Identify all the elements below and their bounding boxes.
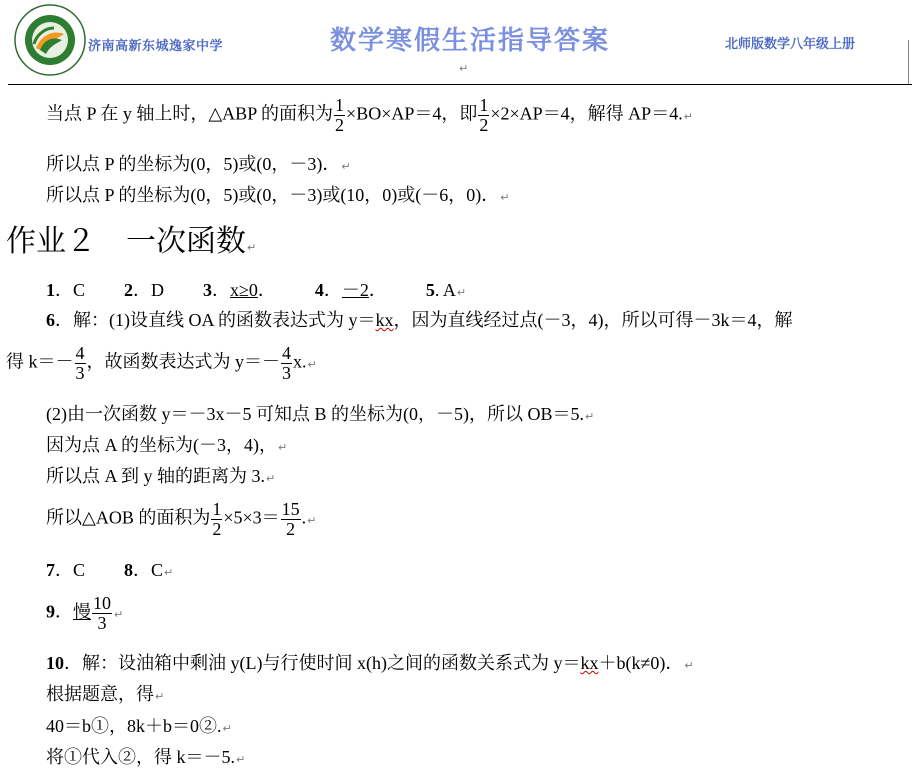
paragraph-mark: ↵	[114, 607, 124, 621]
answer-number: 8	[124, 560, 134, 580]
text-run: ．解：设油箱中剩油 y(L)与行使时间 x(h)之间的函数关系式为 y＝	[64, 653, 581, 673]
answer-text: －2	[341, 280, 369, 300]
question-number: 10	[46, 653, 64, 673]
text-line	[46, 96, 693, 135]
answer-text: ．	[212, 280, 231, 300]
text-run: x.	[293, 351, 307, 372]
text-run: 得 k＝－	[6, 351, 74, 372]
text-line	[46, 184, 510, 209]
text-run: 根据题意，得	[46, 684, 154, 704]
text-run: ＋b(k≠0)．	[598, 653, 684, 673]
paragraph-mark: ↵	[278, 441, 288, 454]
fraction	[211, 500, 222, 539]
fraction	[92, 594, 112, 633]
text-line	[46, 309, 793, 331]
school-logo-icon	[14, 4, 86, 76]
text-run: 所以△AOB 的面积为	[46, 507, 211, 528]
answer-text: . A	[434, 280, 456, 300]
text-run: 40＝b①，8k＋b＝0②.	[46, 716, 222, 736]
answer-text: ．C	[55, 560, 86, 580]
paragraph-mark: ↵	[585, 410, 595, 423]
text-line	[46, 746, 245, 771]
answer-number: 3	[203, 280, 213, 300]
paragraph-mark: ↵	[500, 191, 510, 204]
answer-text: ．D	[133, 280, 165, 300]
header-margin-tick	[908, 40, 909, 84]
fraction	[281, 500, 301, 539]
answer-row	[46, 559, 173, 584]
document-title: 数学寒假生活指导答案	[330, 26, 611, 56]
question-number: 6	[46, 310, 55, 330]
text-run: .	[301, 507, 307, 528]
answer-text: ．	[257, 280, 276, 300]
text-line	[46, 683, 164, 708]
text-run: kx	[375, 310, 394, 330]
denominator: 3	[282, 363, 291, 383]
fraction	[75, 344, 86, 383]
paragraph-mark: ↵	[236, 753, 246, 766]
section-heading	[6, 224, 256, 266]
denominator: 3	[75, 363, 85, 383]
text-run: ．解：(1)设直线 OA 的函数表达式为 y＝	[55, 310, 376, 330]
paragraph-mark: ↵	[684, 659, 694, 672]
text-run: 当点 P 在 y 轴上时，△ABP 的面积为	[46, 103, 334, 124]
paragraph-mark: ↵	[307, 357, 317, 371]
text-run: 所以点 A 到 y 轴的距离为 3.	[46, 466, 266, 486]
paragraph-mark: ↵	[683, 109, 693, 123]
text-run: ×5×3＝	[223, 507, 280, 528]
paragraph-mark: ↵	[456, 286, 467, 299]
answer-text: ．	[323, 280, 342, 300]
text-run: ，故函数表达式为 y＝－	[86, 351, 280, 372]
numerator: 4	[75, 343, 85, 363]
answer-number: 5	[425, 280, 435, 300]
answer-text: ．	[55, 601, 73, 622]
paragraph-mark: ↵	[307, 513, 317, 527]
answer-row	[46, 279, 466, 304]
underlined-answer	[73, 593, 113, 633]
answer-number: 4	[314, 280, 324, 300]
text-line	[46, 434, 287, 459]
denominator: 3	[97, 613, 107, 633]
denominator: 2	[479, 115, 489, 135]
text-run: ×BO×AP＝4，即	[346, 103, 478, 124]
answer-row	[46, 594, 123, 633]
denominator: 2	[212, 519, 222, 539]
paragraph-mark: ↵	[155, 690, 165, 703]
text-run: ，因为直线经过点(－3，4)，所以可得－3k＝4，解	[393, 310, 793, 330]
text-run: 所以点 P 的坐标为(0，5)或(0，－3)或(10，0)或(－6，0)．	[46, 185, 500, 205]
denominator: 2	[335, 115, 345, 135]
fraction	[334, 96, 345, 135]
text-run: 所以点 P 的坐标为(0，5)或(0，－3)．	[46, 154, 341, 174]
numerator: 1	[479, 95, 489, 115]
paragraph-mark: ↵	[247, 241, 257, 254]
page-header	[0, 0, 916, 90]
answer-text: ．	[368, 280, 387, 300]
numerator: 15	[281, 499, 300, 519]
numerator: 1	[335, 95, 345, 115]
school-name: 济南高新东城逸家中学	[88, 39, 224, 54]
answer-number: 7	[46, 560, 55, 580]
text-run: (2)由一次函数 y＝－3x－5 可知点 B 的坐标为(0，－5)，所以 OB＝5.	[46, 404, 584, 424]
heading-text: 作业２ 一次函数	[6, 224, 246, 259]
header-rule	[8, 84, 912, 85]
answer-text: ．C	[133, 560, 164, 580]
numerator: 10	[93, 593, 111, 613]
answer-number: 9	[46, 601, 55, 622]
text-line	[6, 344, 317, 383]
numerator: 1	[212, 499, 222, 519]
text-line	[46, 465, 275, 490]
text-line	[46, 652, 694, 677]
text-line	[46, 715, 232, 740]
answer-text: ．C	[55, 280, 86, 300]
text-run: 将①代入②，得 k＝－5.	[46, 747, 235, 767]
text-line	[46, 403, 594, 428]
paragraph-mark: ↵	[341, 160, 351, 173]
text-line	[46, 500, 316, 539]
text-run: 因为点 A 的坐标为(－3，4)，	[46, 435, 277, 455]
fraction	[281, 344, 292, 383]
fraction	[478, 96, 489, 135]
answer-text: x≥0	[230, 280, 258, 300]
text-run: ×2×AP＝4，解得 AP＝4.	[490, 103, 683, 124]
answer-text: 慢	[73, 601, 91, 622]
paragraph-mark: ↵	[459, 62, 469, 75]
edition-label: 北师版数学八年级上册	[725, 37, 856, 52]
text-line	[46, 153, 351, 178]
paragraph-mark: ↵	[222, 722, 232, 735]
denominator: 2	[286, 519, 296, 539]
paragraph-mark: ↵	[266, 472, 276, 485]
numerator: 4	[282, 343, 291, 363]
text-run: kx	[580, 653, 599, 673]
answer-number: 2	[124, 280, 134, 300]
paragraph-mark: ↵	[164, 566, 174, 579]
answer-number: 1	[46, 280, 55, 300]
